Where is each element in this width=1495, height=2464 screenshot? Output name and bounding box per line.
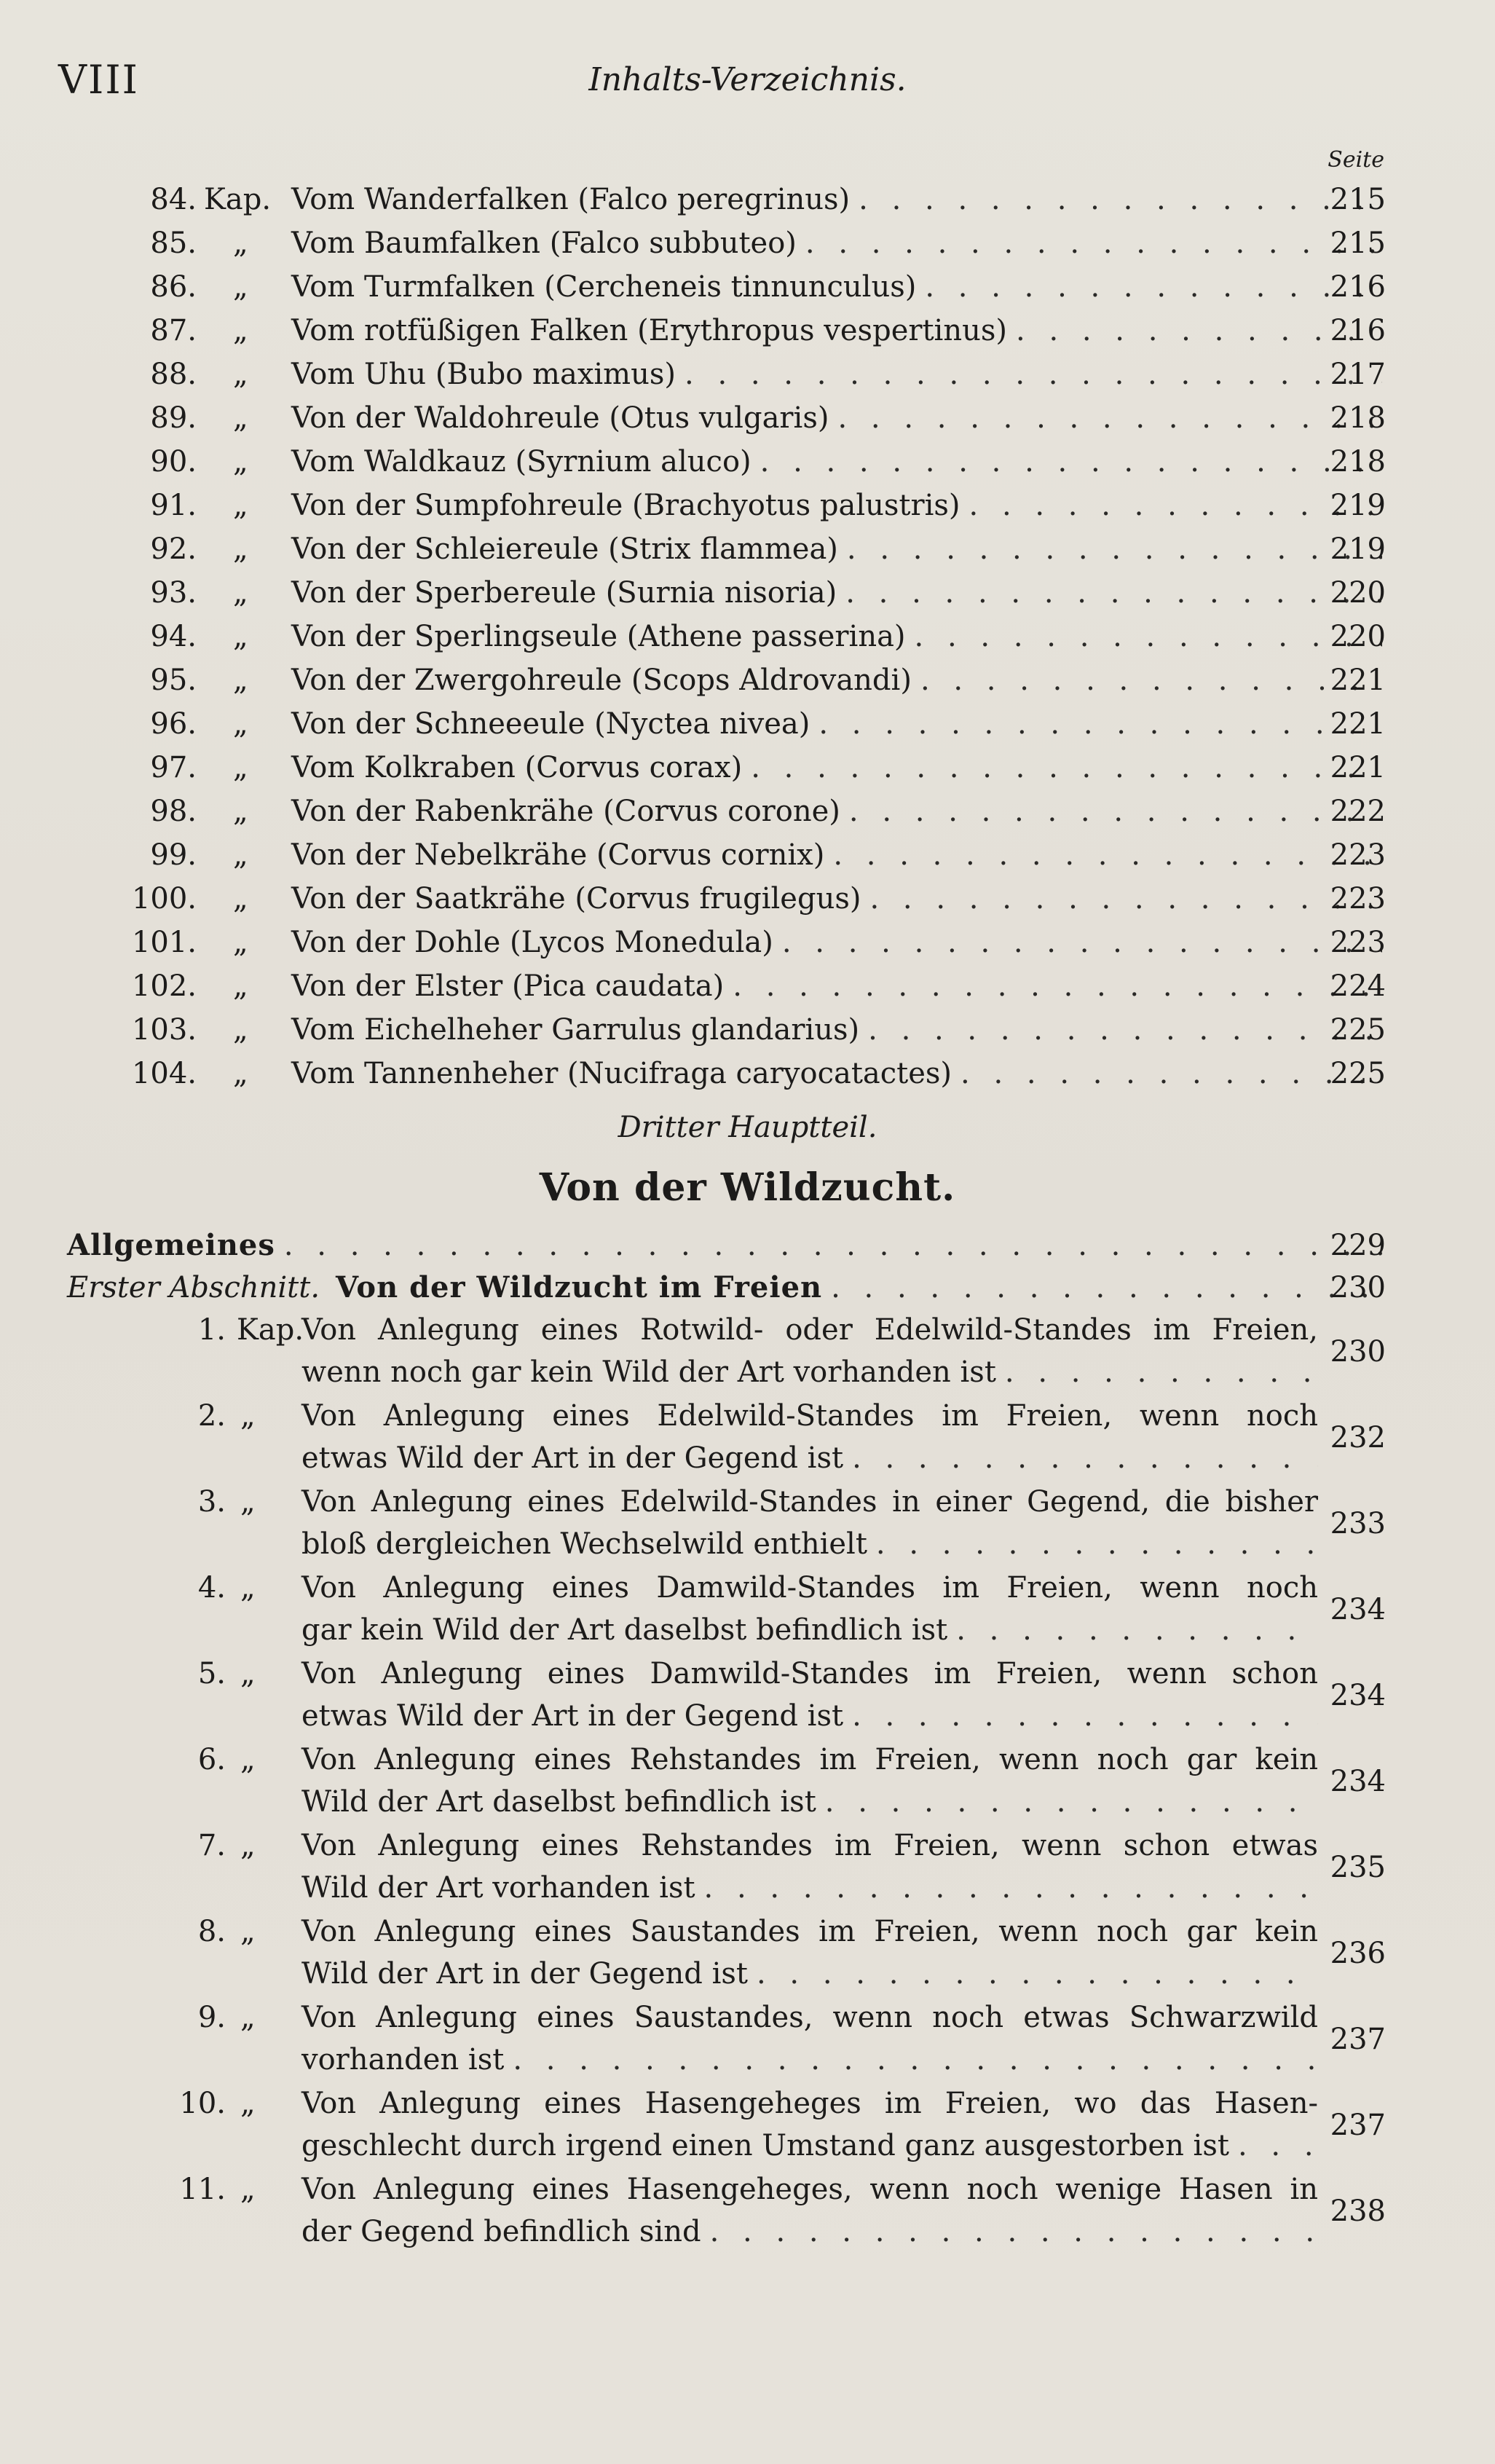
leader-dots [920,658,1382,702]
chapter-prefix: „ [240,2087,256,2120]
chapter-title-line1: Von Anlegung eines Saustandes im Freien, wenn noch gar kein [301,1915,1318,1948]
chapter-title: Von der Elster (Pica caudata) [291,969,725,1003]
chapter-page: 235 [1330,1851,1386,1884]
toc-row [0,658,1495,702]
chapter-number: 8. [197,1915,226,1948]
chapter-page: 224 [1330,969,1386,1003]
chapter-prefix: „ [233,969,248,1003]
leader-dots [513,2038,1318,2082]
chapter-prefix: „ [240,1571,256,1605]
toc-row [0,527,1495,571]
chapter-title: Von der Schneeeule (Nyctea nivea) [291,707,810,741]
chapter-prefix: „ [233,664,248,697]
seite-label: Seite [1328,147,1384,173]
chapter-number: 101. [131,926,197,959]
leader-dots [704,1866,1318,1910]
chapter-prefix: „ [240,1743,256,1776]
chapter-title-line2: Wild der Art vorhanden ist [301,1871,695,1905]
part-label: Dritter Hauptteil. [618,1111,877,1144]
chapter-number: 95. [150,664,197,697]
chapter-page: 238 [1330,2195,1386,2228]
chapter-title: Von der Rabenkrähe (Corvus corone) [291,795,840,828]
toc-row [0,1052,1495,1095]
chapter-title: Vom Eichelheher Garrulus glandarius) [291,1013,860,1047]
chapter-number: 5. [197,1657,226,1690]
section-list [0,1224,1495,2254]
chapter-title: Von der Nebelkrähe (Corvus cornix) [291,838,825,872]
toc-row [0,921,1495,964]
leader-dots [710,2210,1318,2254]
leader-dots [956,1608,1318,1652]
leader-dots [847,527,1382,571]
chapter-title-line1: Von Anlegung eines Damwild-Standes im Freien, wenn schon [301,1657,1318,1690]
toc-row [0,964,1495,1008]
leader-dots [845,571,1382,615]
chapter-number: 87. [150,314,197,347]
chapter-page: 221 [1330,664,1386,697]
chapter-number: 3. [197,1485,226,1519]
entries-list [0,1308,1495,2254]
chapter-prefix: „ [240,1399,256,1433]
chapter-title: Vom Waldkauz (Syrnium aluco) [291,445,752,479]
chapter-number: 93. [150,576,197,610]
toc-row [0,484,1495,527]
chapter-prefix: „ [233,227,248,260]
toc-row-abschnitt [0,1266,1495,1308]
chapter-title-line2: wenn noch gar kein Wild der Art vorhanden ist [301,1355,996,1389]
leader-dots [805,221,1382,265]
chapter-title-line1: Von Anlegung eines Rotwild- oder Edelwild-Standes im Freien, [301,1313,1318,1347]
chapter-title: Von der Sperbereule (Surnia nisoria) [291,576,837,610]
leader-dots [1238,2124,1318,2168]
chapter-prefix: „ [233,314,248,347]
toc-entry [0,1910,1495,1996]
leader-dots [782,921,1382,964]
chapter-page: 215 [1330,183,1386,216]
chapter-title: Vom Wanderfalken (Falco peregrinus) [291,183,851,216]
chapter-number: 90. [150,445,197,479]
chapter-prefix: „ [233,926,248,959]
toc-row [0,178,1495,221]
chapter-number: 100. [131,882,197,916]
chapter-prefix: „ [240,1657,256,1690]
leader-dots [915,615,1382,658]
toc-entry [0,1738,1495,1824]
chapter-number: 99. [150,838,197,872]
chapter-page: 234 [1330,1593,1386,1626]
chapter-page: 223 [1330,882,1386,916]
toc-entry [0,1566,1495,1652]
leader-dots [852,1694,1318,1738]
toc-entry [0,1394,1495,1480]
chapter-page: 233 [1330,1507,1386,1540]
chapter-number: 86. [150,270,197,304]
chapter-title: Vom Turmfalken (Cercheneis tinnunculus) [291,270,917,304]
chapter-page: 220 [1330,576,1386,610]
chapter-title: Vom Kolkraben (Corvus corax) [291,751,743,784]
chapter-number: 1. [197,1313,226,1347]
toc-row [0,833,1495,877]
chapter-prefix: „ [233,838,248,872]
chapter-title: Von der Sperlingseule (Athene passerina) [291,620,906,653]
toc-row [0,615,1495,658]
chapter-title-line1: Von Anlegung eines Rehstandes im Freien, wenn schon etwas [301,1829,1318,1862]
leader-dots [685,353,1382,396]
leader-dots [859,178,1382,221]
chapter-number: 94. [150,620,197,653]
chapter-title-line2: der Gegend befindlich sind [301,2215,701,2248]
chapter-title-line1: Von Anlegung eines Edelwild-Standes im Freien, wenn noch [301,1399,1318,1433]
chapter-number: 9. [197,2001,226,2034]
chapter-page: 225 [1330,1013,1386,1047]
chapter-number: 92. [150,532,197,566]
leader-dots [852,1436,1318,1480]
chapter-title-line1: Von Anlegung eines Edelwild-Standes in einer Gegend, die bisher [301,1485,1318,1519]
chapter-prefix: „ [233,401,248,435]
chapter-page: 221 [1330,707,1386,741]
chapter-number: 97. [150,751,197,784]
chapter-number: 84. [150,183,197,216]
chapter-prefix: „ [233,358,248,391]
chapter-title-line1: Von Anlegung eines Hasengeheges, wenn noch wenige Hasen in [301,2173,1318,2206]
chapter-page: 234 [1330,1765,1386,1798]
allgemeines-page: 229 [1330,1229,1386,1262]
chapter-prefix: „ [233,1057,248,1090]
chapter-prefix: „ [240,1485,256,1519]
chapter-title: Vom Baumfalken (Falco subbuteo) [291,227,797,260]
toc-row [0,396,1495,440]
toc-row [0,265,1495,309]
toc-entry [0,1996,1495,2082]
toc-entry [0,1824,1495,1910]
leader-dots [818,702,1382,746]
chapter-page: 218 [1330,445,1386,479]
chapter-title-line2: Wild der Art in der Gegend ist [301,1957,748,1991]
leader-dots [869,877,1382,921]
chapter-title-line2: etwas Wild der Art in der Gegend ist [301,1441,844,1475]
chapter-prefix: „ [240,1915,256,1948]
chapter-prefix: Kap. [204,183,272,216]
chapter-page: 215 [1330,227,1386,260]
chapter-title-line2: gar kein Wild der Art daselbst befindlich ist [301,1613,948,1647]
chapter-page: 221 [1330,751,1386,784]
toc-row-allgemeines [0,1224,1495,1266]
chapter-page: 219 [1330,489,1386,522]
part-title: Von der Wildzucht. [539,1165,956,1210]
toc-row [0,746,1495,790]
leader-dots [925,265,1382,309]
page-header [58,57,1437,108]
chapter-prefix: „ [233,707,248,741]
chapter-page: 219 [1330,532,1386,566]
toc-row [0,877,1495,921]
abschnitt-prefix: Erster Abschnitt. [67,1271,320,1304]
chapter-number: 103. [131,1013,197,1047]
chapter-page: 230 [1330,1335,1386,1369]
toc-row [0,790,1495,833]
chapter-page: 218 [1330,401,1386,435]
chapter-page: 232 [1330,1421,1386,1455]
chapter-prefix: „ [240,1829,256,1862]
chapter-title-line2: geschlecht durch irgend einen Umstand ganz ausgestorben ist [301,2129,1229,2162]
leader-dots [284,1224,1382,1267]
toc-row [0,353,1495,396]
toc-row [0,221,1495,265]
chapter-page: 237 [1330,2023,1386,2056]
chapter-prefix: „ [233,882,248,916]
abschnitt-page: 230 [1330,1271,1386,1304]
leader-dots [757,1952,1318,1996]
chapter-title-line1: Von Anlegung eines Damwild-Standes im Freien, wenn noch [301,1571,1318,1605]
chapter-page: 225 [1330,1057,1386,1090]
chapter-page: 236 [1330,1937,1386,1970]
toc-entry [0,2082,1495,2168]
chapter-prefix: „ [233,1013,248,1047]
chapter-title-line2: bloß dergleichen Wechselwild enthielt [301,1527,867,1561]
leader-dots [1005,1350,1318,1394]
chapter-page: 237 [1330,2109,1386,2142]
chapter-title: Von der Saatkrähe (Corvus frugilegus) [291,882,861,916]
toc-row [0,440,1495,484]
leader-dots [733,964,1382,1008]
chapter-title: Vom Uhu (Bubo maximus) [291,358,677,391]
toc-entry [0,1308,1495,1394]
toc-entry [0,2168,1495,2254]
page-number: VIII [58,57,139,103]
chapter-title: Von der Dohle (Lycos Monedula) [291,926,773,959]
running-title: Inhalts-Verzeichnis. [588,61,907,98]
chapter-number: 11. [179,2173,226,2206]
chapter-number: 7. [197,1829,226,1862]
chapter-page: 222 [1330,795,1386,828]
chapter-page: 234 [1330,1679,1386,1712]
chapter-title-line2: Wild der Art daselbst befindlich ist [301,1785,816,1819]
leader-dots [760,440,1382,484]
chapter-title: Vom Tannenheher (Nucifraga caryocatactes) [291,1057,952,1090]
chapter-number: 85. [150,227,197,260]
allgemeines-title: Allgemeines [67,1228,275,1262]
chapter-number: 96. [150,707,197,741]
chapter-title: Von der Waldohreule (Otus vulgaris) [291,401,829,435]
abschnitt-title: Von der Wildzucht im Freien [336,1270,823,1304]
chapter-page: 223 [1330,926,1386,959]
chapter-title-line1: Von Anlegung eines Saustandes, wenn noch etwas Schwarzwild [301,2001,1318,2034]
chapter-number: 10. [179,2087,226,2120]
chapter-page: 217 [1330,358,1386,391]
chapter-title: Vom rotfüßigen Falken (Erythropus vespertinus) [291,314,1008,347]
leader-dots [876,1522,1318,1566]
leader-dots [825,1780,1318,1824]
leader-dots [833,833,1382,877]
chapter-title-line2: vorhanden ist [301,2043,505,2077]
chapter-prefix: „ [233,620,248,653]
chapter-page: 216 [1330,270,1386,304]
toc-row [0,1008,1495,1052]
chapter-prefix: „ [240,2173,256,2206]
leader-dots [837,396,1382,440]
toc-list [0,178,1495,1095]
chapter-number: 89. [150,401,197,435]
chapter-number: 104. [131,1057,197,1090]
chapter-title: Von der Sumpfohreule (Brachyotus palustris) [291,489,960,522]
leader-dots [751,746,1382,790]
chapter-prefix: „ [233,270,248,304]
leader-dots [868,1008,1382,1052]
chapter-page: 223 [1330,838,1386,872]
chapter-prefix: „ [233,445,248,479]
chapter-number: 4. [197,1571,226,1605]
chapter-title: Von der Schleiereule (Strix flammea) [291,532,838,566]
chapter-title-line2: etwas Wild der Art in der Gegend ist [301,1699,844,1733]
chapter-title: Von der Zwergohreule (Scops Aldrovandi) [291,664,912,697]
leader-dots [960,1052,1382,1095]
chapter-number: 2. [197,1399,226,1433]
toc-entry [0,1480,1495,1566]
chapter-number: 98. [150,795,197,828]
chapter-number: 6. [197,1743,226,1776]
leader-dots [849,790,1382,833]
chapter-title-line1: Von Anlegung eines Hasengeheges im Freien, wo das Hasen- [301,2087,1318,2120]
leader-dots [831,1266,1382,1310]
chapter-title-line1: Von Anlegung eines Rehstandes im Freien, wenn noch gar kein [301,1743,1318,1776]
chapter-number: 102. [131,969,197,1003]
chapter-prefix: „ [240,2001,256,2034]
chapter-prefix: „ [233,489,248,522]
toc-entry [0,1652,1495,1738]
toc-row [0,702,1495,746]
chapter-page: 220 [1330,620,1386,653]
chapter-prefix: Kap. [237,1313,304,1347]
chapter-number: 91. [150,489,197,522]
chapter-prefix: „ [233,532,248,566]
chapter-prefix: „ [233,751,248,784]
toc-row [0,309,1495,353]
chapter-page: 216 [1330,314,1386,347]
chapter-prefix: „ [233,576,248,610]
chapter-number: 88. [150,358,197,391]
toc-row [0,571,1495,615]
chapter-prefix: „ [233,795,248,828]
